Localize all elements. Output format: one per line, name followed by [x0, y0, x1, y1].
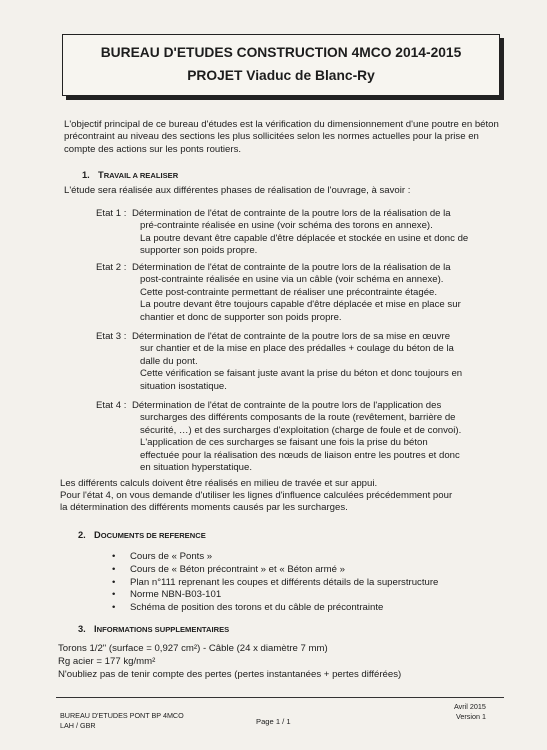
- document-title: BUREAU D'ETUDES CONSTRUCTION 4MCO 2014-2015: [100, 45, 462, 60]
- project-title: PROJET Viaduc de Blanc-Ry: [187, 68, 375, 83]
- list-item: • Cours de « Béton précontraint » et « Béton armé »: [112, 563, 345, 575]
- section-1-lead: L'étude sera réalisée aux différentes phases de réalisation de l'ouvrage, à savoir :: [64, 185, 411, 196]
- section-heading-3: [78, 624, 229, 634]
- etat-1-label: Etat 1 :: [96, 208, 127, 219]
- list-item: • Cours de « Ponts »: [112, 551, 213, 562]
- etat-3-label: Etat 3 :: [96, 331, 127, 342]
- etat-line: Cette vérification se faisant juste avant la prise du béton et donc toujours en: [140, 368, 463, 380]
- etat-line: Détermination de l'état de contrainte de la poutre lors de la réalisation de la: [132, 208, 451, 219]
- etat-line: Détermination de l'état de contrainte de la poutre lors de l'application des: [132, 400, 442, 411]
- etat-line: post-contrainte réalisée en usine via un câble (voir schéma en annexe).: [140, 274, 444, 286]
- info-line-3: N'oubliez pas de tenir compte des pertes (pertes instantanées + pertes différées): [58, 669, 402, 680]
- etat-line: pré-contrainte réalisée en usine (voir schéma des torons en annexe).: [140, 220, 433, 232]
- etat-line: La poutre devant être capable d'être déplacée et stockée en usine et donc de: [140, 232, 469, 244]
- section-title-rest: OCUMENTS DE REFERENCE: [100, 531, 206, 540]
- etat-line: sur chantier et de la mise en place des prédalles + coulage du béton de la: [140, 343, 454, 355]
- section-title-initial: D: [94, 530, 101, 540]
- section-number: 3.: [78, 624, 86, 634]
- etat-line: en situation hyperstatique.: [140, 462, 253, 474]
- section-title-initial: I: [94, 624, 97, 634]
- section-title-rest: RAVAIL A REALISER: [103, 171, 179, 180]
- reference-list: [112, 551, 438, 615]
- etat-line: L'application de ces surcharges se faisant une fois la prise du béton: [140, 437, 428, 449]
- closing-line-1: Les différents calculs doivent être réalisés en milieu de travée et sur appui.: [60, 478, 378, 489]
- etat-line: surcharges des différents composants de la route (revêtement, barrière de: [140, 412, 456, 424]
- etat-line: Cette post-contrainte permettant de réaliser une précontrainte étagée.: [140, 286, 438, 298]
- list-item: • Schéma de position des torons et du câble de précontrainte: [112, 602, 384, 614]
- etat-line: sécurité, …) et des surcharges d'exploitation (charge de foule et de convoi).: [140, 424, 462, 436]
- etat-line: dalle du pont.: [140, 355, 198, 367]
- footer-left-2: LAH / GBR: [60, 721, 96, 730]
- bullet-icon: •: [112, 563, 116, 575]
- intro-paragraph: L'objectif principal de ce bureau d'études est la vérification du dimensionnement d'une poutre en béton précontraint au niveau des sections les plus sollicitées selon les normes actuelles pour la prise en compte des actions sur les ponts routiers.: [64, 119, 499, 155]
- page-number: Page 1 / 1: [256, 717, 291, 726]
- etat-line: supporter son poids propre.: [140, 245, 258, 257]
- etat-line: chantier et donc de supporter son poids propre.: [140, 311, 342, 323]
- etat-line: La poutre devant être toujours capable d'être déplacée et mise en place sur: [140, 299, 461, 311]
- etat-2-label: Etat 2 :: [96, 262, 127, 273]
- list-item: • Plan n°111 reprenant les coupes et différents détails de la superstructure: [112, 576, 439, 588]
- title-box: [62, 34, 500, 96]
- bullet-icon: •: [112, 551, 116, 562]
- section-heading-1: [82, 170, 178, 180]
- footer-right-1: Avril 2015: [454, 702, 486, 711]
- footer-left-1: BUREAU D'ETUDES PONT BP 4MCO: [60, 711, 184, 720]
- info-line-1: Torons 1/2" (surface = 0,927 cm²) - Câble (24 x diamètre 7 mm): [58, 643, 328, 654]
- footer-divider: [56, 697, 504, 698]
- closing-line-3: la détermination des différents moments causés par les surcharges.: [60, 502, 348, 513]
- etat-2-body: [132, 262, 461, 324]
- etat-line: effectuée pour la réalisation des nœuds de liaison entre les poutres et donc: [140, 449, 460, 461]
- section-heading-2: [78, 530, 206, 540]
- etat-4-label: Etat 4 :: [96, 400, 127, 411]
- info-line-2: Rg acier = 177 kg/mm²: [58, 656, 156, 667]
- etat-line: Détermination de l'état de contrainte de la poutre lors de sa mise en œuvre: [132, 331, 451, 342]
- footer-right-2: Version 1: [456, 712, 486, 721]
- etat-3-body: [132, 331, 462, 393]
- section-number: 1.: [82, 170, 90, 180]
- section-number: 2.: [78, 530, 86, 540]
- section-title-rest: NFORMATIONS SUPPLEMENTAIRES: [96, 625, 230, 634]
- list-item: • Norme NBN-B03-101: [112, 589, 222, 601]
- section-title-initial: T: [98, 170, 104, 180]
- etat-1-body: [132, 208, 468, 258]
- bullet-icon: •: [112, 602, 116, 614]
- etat-line: Détermination de l'état de contrainte de la poutre lors de la réalisation de la: [132, 262, 451, 273]
- bullet-icon: •: [112, 576, 116, 588]
- bullet-icon: •: [112, 589, 116, 601]
- closing-line-2: Pour l'état 4, on vous demande d'utiliser les lignes d'influence calculées précédemment pour: [60, 490, 453, 501]
- etat-line: situation isostatique.: [140, 380, 227, 392]
- etat-4-body: [132, 400, 461, 474]
